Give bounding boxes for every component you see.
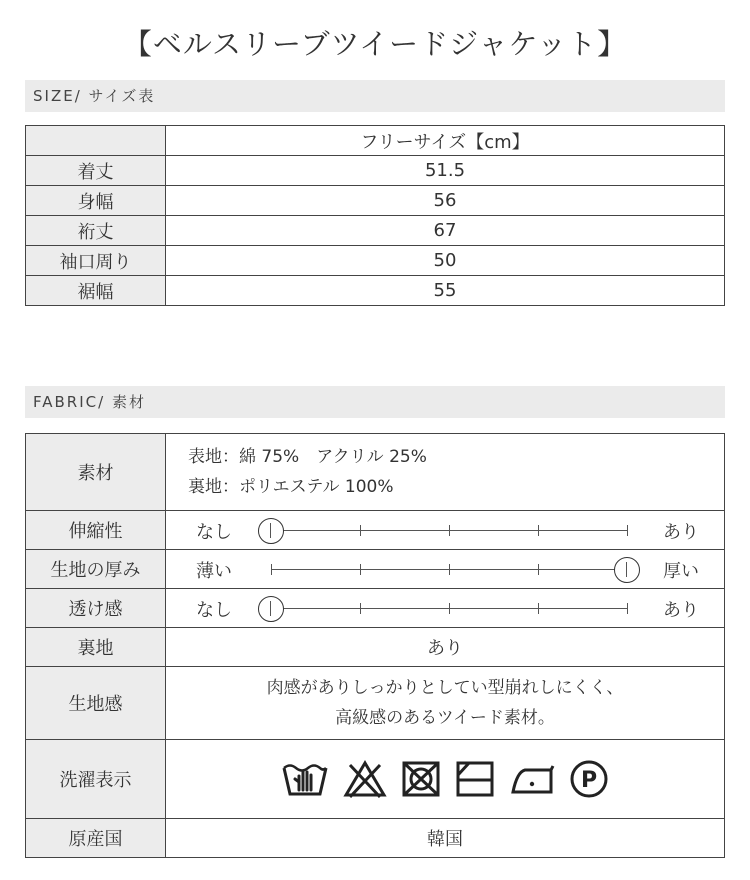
scale-tick: [538, 603, 539, 614]
table-row: [26, 246, 725, 276]
feel-line-1: 肉感がありしっかりとしてい型崩れしにくく、: [266, 678, 624, 698]
scale-tick: [360, 603, 361, 614]
scale-tick: [271, 564, 272, 575]
scale-label: 生地の厚み: [26, 550, 166, 589]
scale-left-label: なし: [196, 522, 232, 543]
p-mark: P: [580, 768, 598, 793]
scale-tick: [449, 564, 450, 575]
scale-tick: [538, 525, 539, 536]
origin-label: 原産国: [26, 819, 166, 858]
size-table-corner: [26, 126, 166, 156]
scale-right-label: あり: [663, 522, 699, 543]
dry-clean-p-icon: [569, 759, 609, 799]
feel-label: 生地感: [26, 667, 166, 740]
table-row: [26, 434, 725, 511]
scale-marker-circle: [258, 518, 284, 544]
sheerness-scale: [166, 589, 725, 628]
scale-tick: [627, 525, 628, 536]
scale-right-label: あり: [663, 600, 699, 621]
size-table: [25, 125, 725, 306]
no-bleach-icon: [343, 760, 387, 798]
scale-marker-circle: [614, 557, 640, 583]
no-tumble-dry-icon: [401, 760, 441, 798]
table-row: [26, 589, 725, 628]
table-row: [26, 511, 725, 550]
scale-label: 透け感: [26, 589, 166, 628]
material-value: [166, 434, 725, 511]
lining-value: あり: [166, 628, 725, 667]
fabric-table: [25, 433, 725, 858]
size-label: 裄丈: [26, 216, 166, 246]
size-value: 55: [166, 276, 725, 306]
scale-tick: [360, 525, 361, 536]
scale-tick: [449, 603, 450, 614]
page-title: 【ベルスリーブツイードジャケット】: [122, 27, 628, 61]
scale-left-label: なし: [196, 600, 232, 621]
size-label: 身幅: [26, 186, 166, 216]
size-column-header: フリーサイズ【cm】: [166, 126, 725, 156]
table-row: [26, 186, 725, 216]
care-label: 洗濯表示: [26, 740, 166, 819]
size-label: 着丈: [26, 156, 166, 186]
scale-right-label: 厚い: [663, 561, 699, 582]
lining-label: 裏地: [26, 628, 166, 667]
size-value: 56: [166, 186, 725, 216]
table-row: [26, 740, 725, 819]
scale-tick: [538, 564, 539, 575]
size-value: 51.5: [166, 156, 725, 186]
scale-tick: [627, 603, 628, 614]
table-row: [26, 819, 725, 858]
feel-value: [166, 667, 725, 740]
size-section-heading: SIZE/ サイズ表: [25, 80, 725, 112]
size-label: 袖口周り: [26, 246, 166, 276]
care-symbols: [166, 740, 725, 819]
size-label: 裾幅: [26, 276, 166, 306]
scale-tick: [360, 564, 361, 575]
table-row: [26, 156, 725, 186]
scale-left-label: 薄い: [196, 561, 232, 582]
shade-drip-dry-icon: [455, 760, 495, 798]
low-iron-icon: [509, 760, 555, 798]
material-line-1: 表地：綿 75% アクリル 25%: [188, 447, 427, 467]
origin-value: 韓国: [166, 819, 725, 858]
feel-line-2: 高級感のあるツイード素材。: [335, 708, 555, 728]
stretch-scale: [166, 511, 725, 550]
material-line-2: 裏地：ポリエステル 100%: [188, 477, 394, 497]
scale-marker-circle: [258, 596, 284, 622]
hand-wash-icon: [281, 760, 329, 798]
fabric-section-heading: FABRIC/ 素材: [25, 386, 725, 418]
scale-tick: [449, 525, 450, 536]
table-row: [26, 628, 725, 667]
size-value: 67: [166, 216, 725, 246]
size-value: 50: [166, 246, 725, 276]
table-row: [26, 216, 725, 246]
thickness-scale: [166, 550, 725, 589]
table-row: [26, 276, 725, 306]
material-label: 素材: [26, 434, 166, 511]
table-row: [26, 667, 725, 740]
scale-label: 伸縮性: [26, 511, 166, 550]
table-row: [26, 550, 725, 589]
